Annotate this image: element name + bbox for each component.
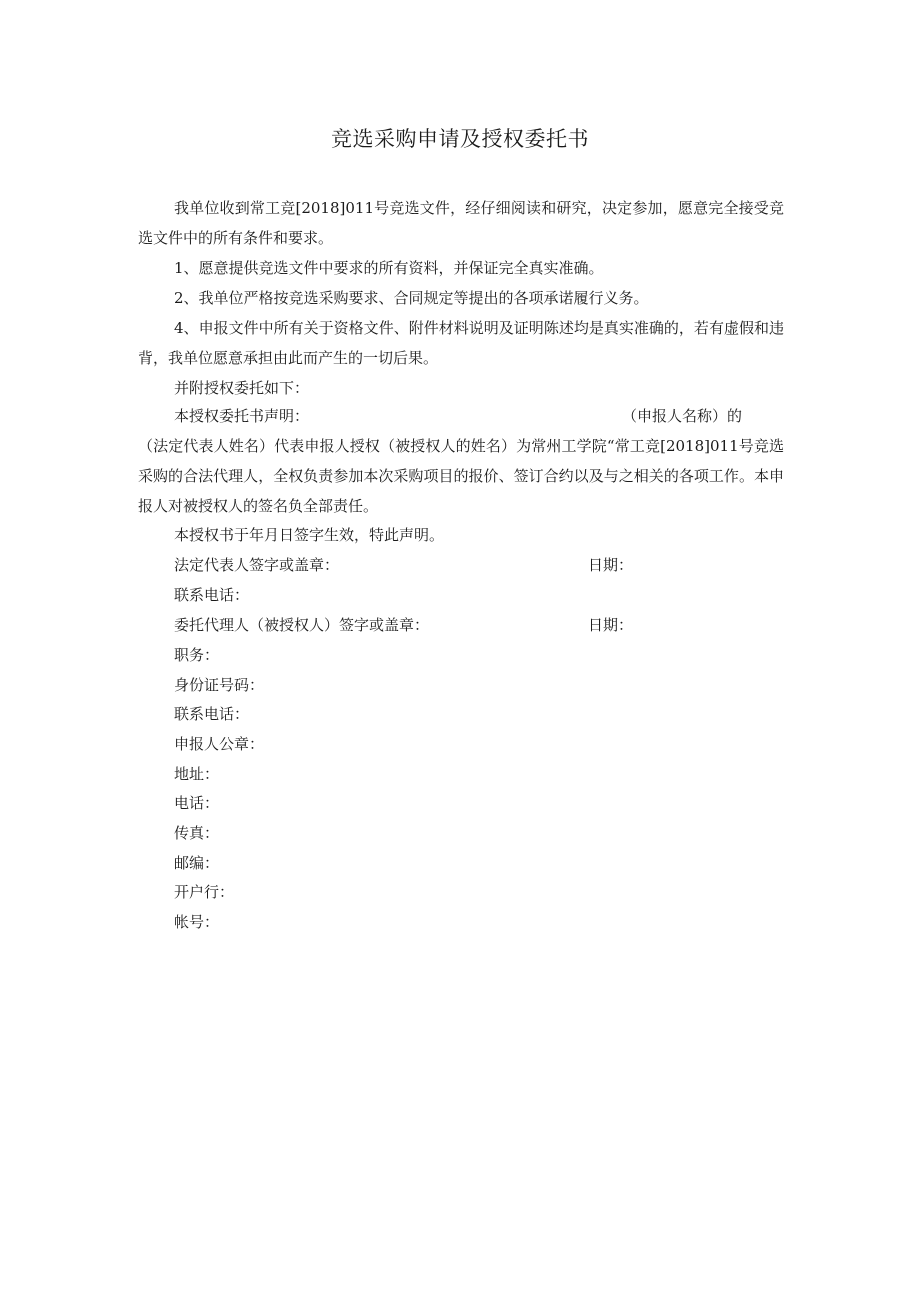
date-field-2: 日期： [588, 616, 634, 634]
statement-body: （法定代表人姓名）代表申报人授权（被授权人的姓名）为常州工学院“常工竞[2018]011号竞选采购的合法代理人，全权负责参加本次采购项目的报价、签订合约以及与之相关的各项工作。本申报人对被授权人的签名负全部责任。 [138, 437, 784, 515]
id-number-field: 身份证号码： [174, 676, 265, 694]
contact-phone-field-1: 联系电话： [174, 586, 250, 604]
phone-field: 电话： [174, 794, 220, 812]
item-1: 1、愿意提供竞选文件中要求的所有资料，并保证完全真实准确。 [174, 259, 604, 277]
applicant-seal-field: 申报人公章： [174, 735, 265, 753]
address-field: 地址： [174, 765, 220, 783]
contact-phone-field-2: 联系电话： [174, 705, 250, 723]
agent-sign-field: 委托代理人（被授权人）签字或盖章： [174, 616, 430, 634]
effective-statement: 本授权书于年月日签字生效，特此声明。 [174, 526, 445, 544]
document-title: 竞选采购申请及授权委托书 [331, 127, 589, 151]
statement-label: 本授权委托书声明： [174, 407, 310, 425]
attach-note: 并附授权委托如下： [174, 379, 310, 397]
item-4: 4、申报文件中所有关于资格文件、附件材料说明及证明陈述均是真实准确的，若有虚假和违背，我单位愿意承担由此而产生的一切后果。 [138, 319, 784, 367]
fax-field: 传真： [174, 824, 220, 842]
bank-field: 开户行： [174, 883, 235, 901]
account-field: 帐号： [174, 913, 220, 931]
date-field-1: 日期： [588, 556, 634, 574]
postcode-field: 邮编： [174, 854, 220, 872]
legal-rep-sign-field: 法定代表人签字或盖章： [174, 556, 340, 574]
position-field: 职务： [174, 646, 220, 664]
intro-paragraph: 我单位收到常工竞[2018]011号竞选文件，经仔细阅读和研究，决定参加，愿意完全接受竞选文件中的所有条件和要求。 [138, 199, 784, 247]
applicant-name-placeholder: （申报人名称）的 [622, 407, 743, 425]
item-2: 2、我单位严格按竞选采购要求、合同规定等提出的各项承诺履行义务。 [174, 289, 649, 307]
